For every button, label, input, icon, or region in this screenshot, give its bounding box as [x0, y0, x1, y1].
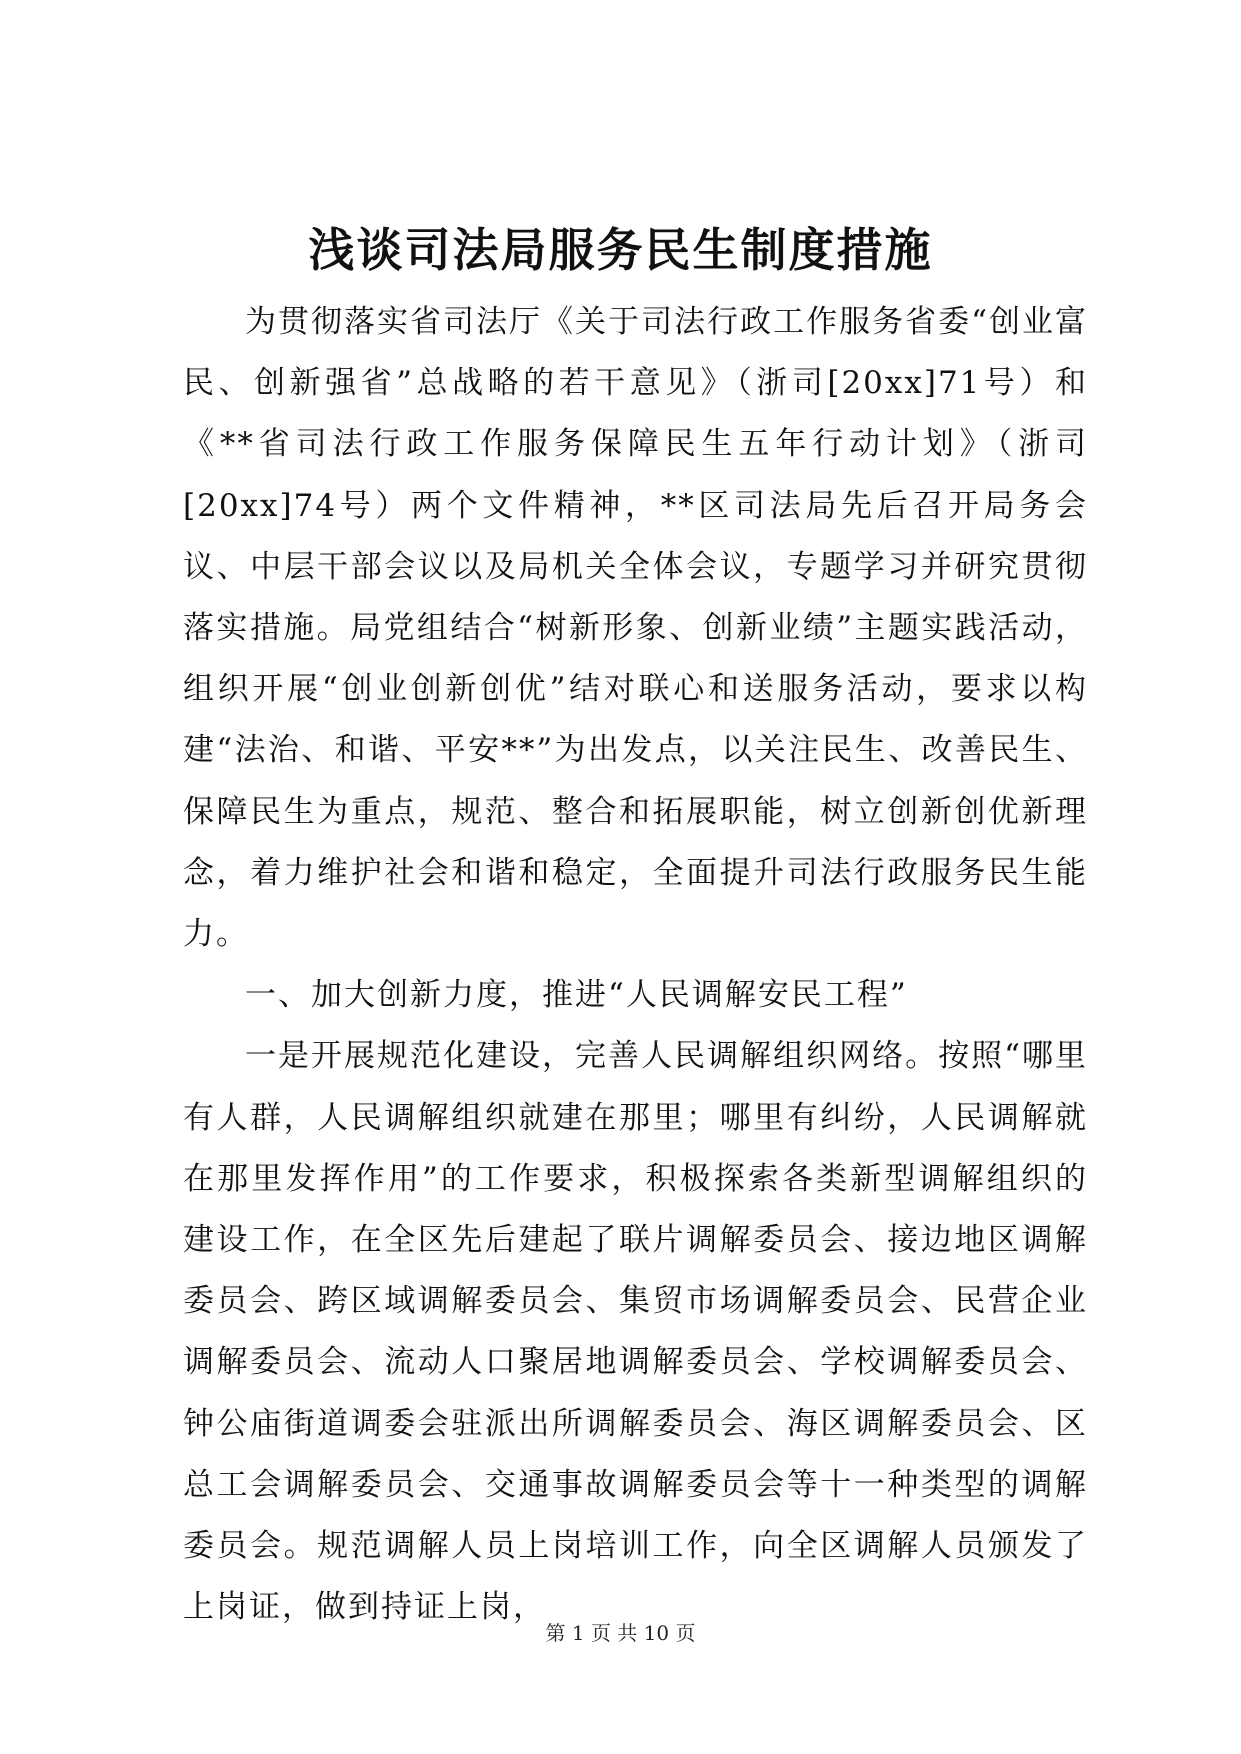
paragraph-intro: 为贯彻落实省司法厅《关于司法行政工作服务省委“创业富民、创新强省”总战略的若干意见》（浙司[20xx]71号）和《**省司法行政工作服务保障民生五年行动计划》（浙司[20xx]74号）两个文件精神，**区司法局先后召开局务会议、中层干部会议以及局机关全体会议，专题学习并研究贯彻落实措施。局党组结合“树新形象、创新业绩”主题实践活动，组织开展“创业创新创优”结对联心和送服务活动，要求以构建“法治、和谐、平安**”为出发点，以关注民生、改善民生、保障民生为重点，规范、整合和拓展职能，树立创新创优新理念，着力维护社会和谐和稳定，全面提升司法行政服务民生能力。 — [183, 304, 1088, 953]
section-heading: 一、加大创新力度，推进“人民调解安民工程” — [245, 977, 908, 1014]
page-number-footer: 第 1 页 共 10 页 — [545, 1621, 696, 1645]
document-title: 浅谈司法局服务民生制度措施 — [308, 223, 933, 277]
document-body — [183, 292, 1088, 1638]
paragraph-section-one: 一是开展规范化建设，完善人民调解组织网络。按照“哪里有人群，人民调解组织就建在那里；哪里有纠纷，人民调解就在那里发挥作用”的工作要求，积极探索各类新型调解组织的建设工作，在全区先后建起了联片调解委员会、接边地区调解委员会、跨区域调解委员会、集贸市场调解委员会、民营企业调解委员会、流动人口聚居地调解委员会、学校调解委员会、钟公庙街道调委会驻派出所调解委员会、海区调解委员会、区总工会调解委员会、交通事故调解委员会等十一种类型的调解委员会。规范调解人员上岗培训工作，向全区调解人员颁发了上岗证，做到持证上岗， — [183, 1038, 1088, 1626]
